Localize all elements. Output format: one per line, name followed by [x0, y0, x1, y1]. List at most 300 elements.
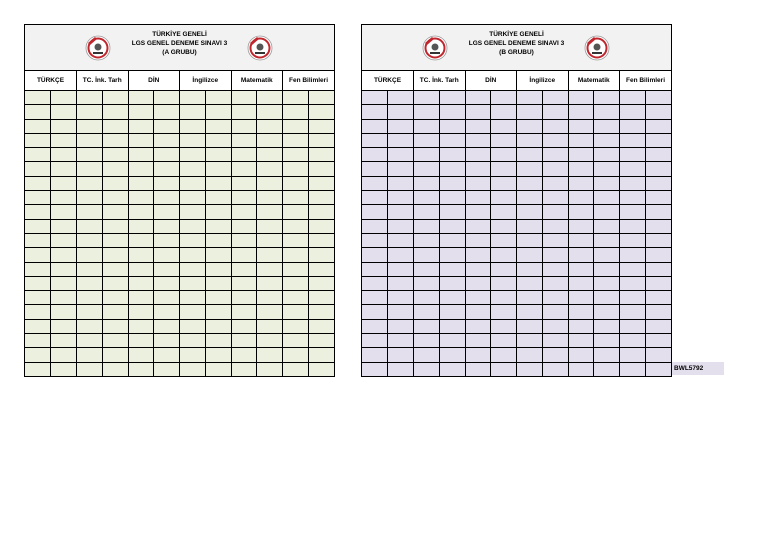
answer-cell[interactable]: [542, 305, 568, 319]
answer-cell[interactable]: [77, 334, 103, 348]
answer-cell[interactable]: [465, 219, 491, 233]
answer-cell[interactable]: [594, 262, 620, 276]
answer-cell[interactable]: [154, 334, 180, 348]
answer-cell[interactable]: [414, 262, 440, 276]
answer-cell[interactable]: [645, 305, 671, 319]
answer-cell[interactable]: [25, 362, 51, 376]
answer-cell[interactable]: [154, 133, 180, 147]
answer-cell[interactable]: [180, 219, 206, 233]
answer-cell[interactable]: [231, 233, 257, 247]
answer-cell[interactable]: [308, 248, 334, 262]
answer-cell[interactable]: [154, 233, 180, 247]
answer-cell[interactable]: [128, 276, 154, 290]
answer-cell[interactable]: [154, 148, 180, 162]
answer-cell[interactable]: [414, 133, 440, 147]
answer-cell[interactable]: [257, 205, 283, 219]
answer-cell[interactable]: [205, 105, 231, 119]
answer-cell[interactable]: [414, 233, 440, 247]
answer-cell[interactable]: [231, 162, 257, 176]
answer-cell[interactable]: [102, 319, 128, 333]
answer-cell[interactable]: [205, 162, 231, 176]
answer-cell[interactable]: [568, 233, 594, 247]
answer-cell[interactable]: [414, 319, 440, 333]
answer-cell[interactable]: [517, 362, 543, 376]
answer-cell[interactable]: [388, 291, 414, 305]
answer-cell[interactable]: [465, 105, 491, 119]
answer-cell[interactable]: [308, 105, 334, 119]
answer-cell[interactable]: [257, 305, 283, 319]
answer-cell[interactable]: [362, 219, 388, 233]
answer-cell[interactable]: [308, 348, 334, 362]
answer-cell[interactable]: [51, 119, 77, 133]
answer-cell[interactable]: [102, 291, 128, 305]
answer-cell[interactable]: [205, 334, 231, 348]
answer-cell[interactable]: [465, 119, 491, 133]
answer-cell[interactable]: [439, 219, 465, 233]
answer-cell[interactable]: [388, 176, 414, 190]
answer-cell[interactable]: [257, 319, 283, 333]
answer-cell[interactable]: [362, 319, 388, 333]
answer-cell[interactable]: [594, 205, 620, 219]
answer-cell[interactable]: [102, 133, 128, 147]
answer-cell[interactable]: [102, 119, 128, 133]
answer-cell[interactable]: [257, 91, 283, 105]
answer-cell[interactable]: [594, 276, 620, 290]
answer-cell[interactable]: [542, 176, 568, 190]
answer-cell[interactable]: [128, 219, 154, 233]
answer-cell[interactable]: [645, 133, 671, 147]
answer-cell[interactable]: [128, 248, 154, 262]
answer-cell[interactable]: [491, 148, 517, 162]
answer-cell[interactable]: [102, 148, 128, 162]
answer-cell[interactable]: [283, 162, 309, 176]
answer-cell[interactable]: [205, 262, 231, 276]
answer-cell[interactable]: [283, 133, 309, 147]
answer-cell[interactable]: [283, 248, 309, 262]
answer-cell[interactable]: [308, 119, 334, 133]
answer-cell[interactable]: [51, 219, 77, 233]
answer-cell[interactable]: [568, 348, 594, 362]
answer-cell[interactable]: [257, 262, 283, 276]
answer-cell[interactable]: [517, 119, 543, 133]
answer-cell[interactable]: [594, 305, 620, 319]
answer-cell[interactable]: [25, 233, 51, 247]
answer-cell[interactable]: [180, 362, 206, 376]
answer-cell[interactable]: [308, 276, 334, 290]
answer-cell[interactable]: [308, 133, 334, 147]
answer-cell[interactable]: [491, 348, 517, 362]
answer-cell[interactable]: [568, 119, 594, 133]
answer-cell[interactable]: [257, 219, 283, 233]
answer-cell[interactable]: [620, 91, 646, 105]
answer-cell[interactable]: [25, 262, 51, 276]
answer-cell[interactable]: [205, 233, 231, 247]
answer-cell[interactable]: [283, 105, 309, 119]
answer-cell[interactable]: [620, 362, 646, 376]
answer-cell[interactable]: [620, 233, 646, 247]
answer-cell[interactable]: [362, 91, 388, 105]
answer-cell[interactable]: [542, 248, 568, 262]
answer-cell[interactable]: [465, 362, 491, 376]
answer-cell[interactable]: [257, 105, 283, 119]
answer-cell[interactable]: [51, 276, 77, 290]
answer-cell[interactable]: [25, 176, 51, 190]
answer-cell[interactable]: [439, 148, 465, 162]
answer-cell[interactable]: [180, 305, 206, 319]
answer-cell[interactable]: [414, 91, 440, 105]
answer-cell[interactable]: [51, 319, 77, 333]
answer-cell[interactable]: [25, 91, 51, 105]
answer-cell[interactable]: [439, 291, 465, 305]
answer-cell[interactable]: [102, 105, 128, 119]
answer-cell[interactable]: [51, 191, 77, 205]
answer-cell[interactable]: [439, 91, 465, 105]
answer-cell[interactable]: [568, 291, 594, 305]
answer-cell[interactable]: [645, 319, 671, 333]
answer-cell[interactable]: [542, 348, 568, 362]
answer-cell[interactable]: [491, 133, 517, 147]
answer-cell[interactable]: [205, 276, 231, 290]
answer-cell[interactable]: [25, 319, 51, 333]
answer-cell[interactable]: [465, 248, 491, 262]
answer-cell[interactable]: [439, 362, 465, 376]
answer-cell[interactable]: [205, 291, 231, 305]
answer-cell[interactable]: [594, 348, 620, 362]
answer-cell[interactable]: [25, 291, 51, 305]
answer-cell[interactable]: [542, 319, 568, 333]
answer-cell[interactable]: [645, 291, 671, 305]
answer-cell[interactable]: [205, 148, 231, 162]
answer-cell[interactable]: [154, 91, 180, 105]
answer-cell[interactable]: [542, 219, 568, 233]
answer-cell[interactable]: [180, 91, 206, 105]
answer-cell[interactable]: [594, 91, 620, 105]
answer-cell[interactable]: [594, 148, 620, 162]
answer-cell[interactable]: [128, 233, 154, 247]
answer-cell[interactable]: [180, 233, 206, 247]
answer-cell[interactable]: [283, 319, 309, 333]
answer-cell[interactable]: [231, 319, 257, 333]
answer-cell[interactable]: [154, 205, 180, 219]
answer-cell[interactable]: [180, 105, 206, 119]
answer-cell[interactable]: [25, 191, 51, 205]
answer-cell[interactable]: [388, 233, 414, 247]
answer-cell[interactable]: [620, 219, 646, 233]
answer-cell[interactable]: [231, 133, 257, 147]
answer-cell[interactable]: [180, 319, 206, 333]
answer-cell[interactable]: [231, 205, 257, 219]
answer-cell[interactable]: [491, 219, 517, 233]
answer-cell[interactable]: [362, 291, 388, 305]
answer-cell[interactable]: [205, 176, 231, 190]
answer-cell[interactable]: [414, 205, 440, 219]
answer-cell[interactable]: [128, 334, 154, 348]
answer-cell[interactable]: [362, 262, 388, 276]
answer-cell[interactable]: [517, 276, 543, 290]
answer-cell[interactable]: [568, 262, 594, 276]
answer-cell[interactable]: [517, 105, 543, 119]
answer-cell[interactable]: [594, 334, 620, 348]
answer-cell[interactable]: [362, 191, 388, 205]
answer-cell[interactable]: [439, 276, 465, 290]
answer-cell[interactable]: [645, 262, 671, 276]
answer-cell[interactable]: [594, 191, 620, 205]
answer-cell[interactable]: [465, 162, 491, 176]
answer-cell[interactable]: [51, 262, 77, 276]
answer-cell[interactable]: [308, 362, 334, 376]
answer-cell[interactable]: [257, 334, 283, 348]
answer-cell[interactable]: [102, 362, 128, 376]
answer-cell[interactable]: [439, 319, 465, 333]
answer-cell[interactable]: [102, 334, 128, 348]
answer-cell[interactable]: [231, 119, 257, 133]
answer-cell[interactable]: [568, 334, 594, 348]
answer-cell[interactable]: [180, 119, 206, 133]
answer-cell[interactable]: [465, 348, 491, 362]
answer-cell[interactable]: [362, 105, 388, 119]
answer-cell[interactable]: [25, 162, 51, 176]
answer-cell[interactable]: [102, 348, 128, 362]
answer-cell[interactable]: [388, 319, 414, 333]
answer-cell[interactable]: [205, 205, 231, 219]
answer-cell[interactable]: [388, 362, 414, 376]
answer-cell[interactable]: [568, 191, 594, 205]
answer-cell[interactable]: [257, 233, 283, 247]
answer-cell[interactable]: [231, 176, 257, 190]
answer-cell[interactable]: [388, 162, 414, 176]
answer-cell[interactable]: [25, 348, 51, 362]
answer-cell[interactable]: [205, 348, 231, 362]
answer-cell[interactable]: [25, 105, 51, 119]
answer-cell[interactable]: [465, 233, 491, 247]
answer-cell[interactable]: [51, 91, 77, 105]
answer-cell[interactable]: [51, 105, 77, 119]
answer-cell[interactable]: [414, 176, 440, 190]
answer-cell[interactable]: [620, 148, 646, 162]
answer-cell[interactable]: [154, 348, 180, 362]
answer-cell[interactable]: [308, 262, 334, 276]
answer-cell[interactable]: [491, 162, 517, 176]
answer-cell[interactable]: [568, 133, 594, 147]
answer-cell[interactable]: [517, 148, 543, 162]
answer-cell[interactable]: [77, 176, 103, 190]
answer-cell[interactable]: [231, 362, 257, 376]
answer-cell[interactable]: [414, 362, 440, 376]
answer-cell[interactable]: [51, 205, 77, 219]
answer-cell[interactable]: [77, 119, 103, 133]
answer-cell[interactable]: [77, 91, 103, 105]
answer-cell[interactable]: [388, 248, 414, 262]
answer-cell[interactable]: [205, 91, 231, 105]
answer-cell[interactable]: [25, 334, 51, 348]
answer-cell[interactable]: [620, 191, 646, 205]
answer-cell[interactable]: [362, 176, 388, 190]
answer-cell[interactable]: [491, 334, 517, 348]
answer-cell[interactable]: [77, 319, 103, 333]
answer-cell[interactable]: [102, 262, 128, 276]
answer-cell[interactable]: [568, 91, 594, 105]
answer-cell[interactable]: [439, 119, 465, 133]
answer-cell[interactable]: [231, 334, 257, 348]
answer-cell[interactable]: [491, 305, 517, 319]
answer-cell[interactable]: [257, 119, 283, 133]
answer-cell[interactable]: [257, 162, 283, 176]
answer-cell[interactable]: [645, 248, 671, 262]
answer-cell[interactable]: [645, 119, 671, 133]
answer-cell[interactable]: [388, 348, 414, 362]
answer-cell[interactable]: [568, 319, 594, 333]
answer-cell[interactable]: [128, 319, 154, 333]
answer-cell[interactable]: [517, 191, 543, 205]
answer-cell[interactable]: [231, 291, 257, 305]
answer-cell[interactable]: [25, 148, 51, 162]
answer-cell[interactable]: [205, 133, 231, 147]
answer-cell[interactable]: [231, 305, 257, 319]
answer-cell[interactable]: [645, 334, 671, 348]
answer-cell[interactable]: [180, 348, 206, 362]
answer-cell[interactable]: [308, 191, 334, 205]
answer-cell[interactable]: [51, 176, 77, 190]
answer-cell[interactable]: [128, 291, 154, 305]
answer-cell[interactable]: [594, 133, 620, 147]
answer-cell[interactable]: [620, 205, 646, 219]
answer-cell[interactable]: [594, 362, 620, 376]
answer-cell[interactable]: [362, 248, 388, 262]
answer-cell[interactable]: [542, 233, 568, 247]
answer-cell[interactable]: [620, 119, 646, 133]
answer-cell[interactable]: [517, 305, 543, 319]
answer-cell[interactable]: [77, 248, 103, 262]
answer-cell[interactable]: [51, 162, 77, 176]
answer-cell[interactable]: [283, 176, 309, 190]
answer-cell[interactable]: [465, 319, 491, 333]
answer-cell[interactable]: [283, 348, 309, 362]
answer-cell[interactable]: [362, 334, 388, 348]
answer-cell[interactable]: [414, 148, 440, 162]
answer-cell[interactable]: [414, 248, 440, 262]
answer-cell[interactable]: [257, 291, 283, 305]
answer-cell[interactable]: [154, 291, 180, 305]
answer-cell[interactable]: [257, 133, 283, 147]
answer-cell[interactable]: [568, 362, 594, 376]
answer-cell[interactable]: [594, 119, 620, 133]
answer-cell[interactable]: [77, 362, 103, 376]
answer-cell[interactable]: [568, 148, 594, 162]
answer-cell[interactable]: [414, 334, 440, 348]
answer-cell[interactable]: [308, 219, 334, 233]
answer-cell[interactable]: [362, 205, 388, 219]
answer-cell[interactable]: [25, 205, 51, 219]
answer-cell[interactable]: [439, 176, 465, 190]
answer-cell[interactable]: [128, 176, 154, 190]
answer-cell[interactable]: [491, 91, 517, 105]
answer-cell[interactable]: [77, 305, 103, 319]
answer-cell[interactable]: [362, 233, 388, 247]
answer-cell[interactable]: [283, 191, 309, 205]
answer-cell[interactable]: [51, 248, 77, 262]
answer-cell[interactable]: [491, 105, 517, 119]
answer-cell[interactable]: [439, 348, 465, 362]
answer-cell[interactable]: [645, 348, 671, 362]
answer-cell[interactable]: [77, 262, 103, 276]
answer-cell[interactable]: [77, 133, 103, 147]
answer-cell[interactable]: [620, 105, 646, 119]
answer-cell[interactable]: [154, 191, 180, 205]
answer-cell[interactable]: [154, 105, 180, 119]
answer-cell[interactable]: [77, 233, 103, 247]
answer-cell[interactable]: [77, 205, 103, 219]
answer-cell[interactable]: [465, 334, 491, 348]
answer-cell[interactable]: [283, 305, 309, 319]
answer-cell[interactable]: [257, 176, 283, 190]
answer-cell[interactable]: [491, 319, 517, 333]
answer-cell[interactable]: [465, 191, 491, 205]
answer-cell[interactable]: [542, 119, 568, 133]
answer-cell[interactable]: [180, 205, 206, 219]
answer-cell[interactable]: [25, 276, 51, 290]
answer-cell[interactable]: [102, 233, 128, 247]
answer-cell[interactable]: [388, 119, 414, 133]
answer-cell[interactable]: [231, 91, 257, 105]
answer-cell[interactable]: [154, 219, 180, 233]
answer-cell[interactable]: [465, 305, 491, 319]
answer-cell[interactable]: [388, 105, 414, 119]
answer-cell[interactable]: [308, 305, 334, 319]
answer-cell[interactable]: [542, 362, 568, 376]
answer-cell[interactable]: [620, 305, 646, 319]
answer-cell[interactable]: [180, 191, 206, 205]
answer-cell[interactable]: [154, 276, 180, 290]
answer-cell[interactable]: [517, 262, 543, 276]
answer-cell[interactable]: [594, 319, 620, 333]
answer-cell[interactable]: [77, 348, 103, 362]
answer-cell[interactable]: [491, 176, 517, 190]
answer-cell[interactable]: [362, 276, 388, 290]
answer-cell[interactable]: [51, 348, 77, 362]
answer-cell[interactable]: [77, 219, 103, 233]
answer-cell[interactable]: [180, 291, 206, 305]
answer-cell[interactable]: [308, 291, 334, 305]
answer-cell[interactable]: [283, 291, 309, 305]
answer-cell[interactable]: [102, 162, 128, 176]
answer-cell[interactable]: [25, 133, 51, 147]
answer-cell[interactable]: [620, 334, 646, 348]
answer-cell[interactable]: [257, 248, 283, 262]
answer-cell[interactable]: [414, 291, 440, 305]
answer-cell[interactable]: [154, 319, 180, 333]
answer-cell[interactable]: [231, 262, 257, 276]
answer-cell[interactable]: [51, 334, 77, 348]
answer-cell[interactable]: [491, 233, 517, 247]
answer-cell[interactable]: [388, 334, 414, 348]
answer-cell[interactable]: [308, 176, 334, 190]
answer-cell[interactable]: [180, 248, 206, 262]
answer-cell[interactable]: [517, 334, 543, 348]
answer-cell[interactable]: [388, 148, 414, 162]
answer-cell[interactable]: [439, 133, 465, 147]
answer-cell[interactable]: [388, 133, 414, 147]
answer-cell[interactable]: [231, 105, 257, 119]
answer-cell[interactable]: [594, 291, 620, 305]
answer-cell[interactable]: [388, 305, 414, 319]
answer-cell[interactable]: [517, 348, 543, 362]
answer-cell[interactable]: [414, 305, 440, 319]
answer-cell[interactable]: [362, 119, 388, 133]
answer-cell[interactable]: [205, 191, 231, 205]
answer-cell[interactable]: [180, 133, 206, 147]
answer-cell[interactable]: [77, 276, 103, 290]
answer-cell[interactable]: [154, 176, 180, 190]
